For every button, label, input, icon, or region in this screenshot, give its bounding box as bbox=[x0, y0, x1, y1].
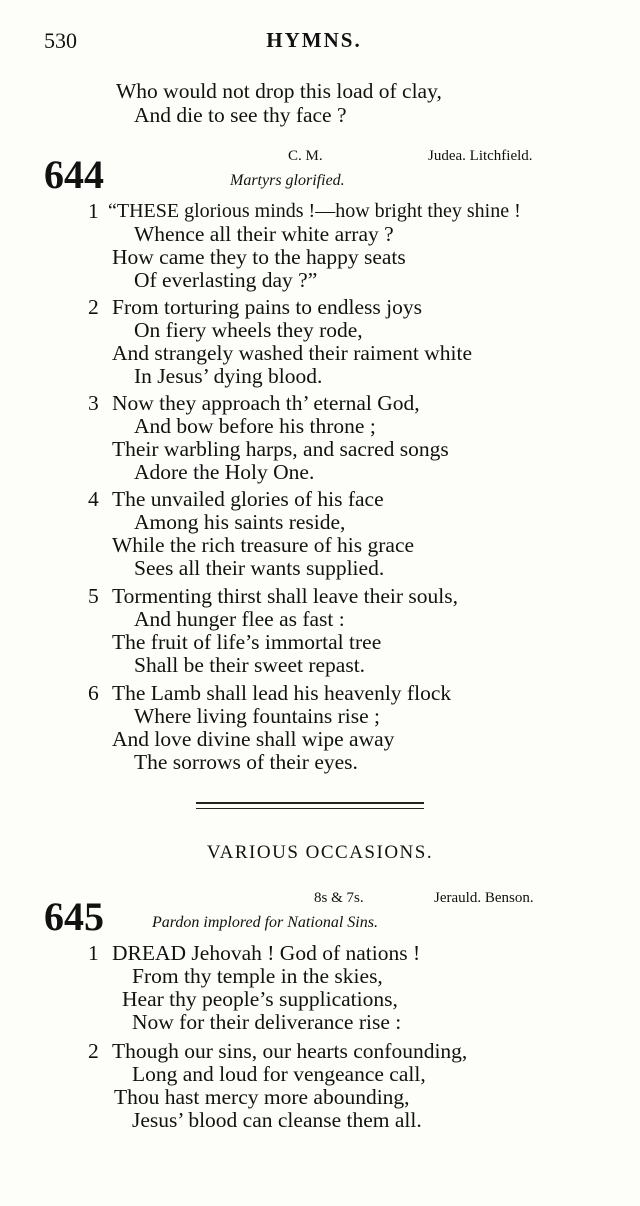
hymn-number: 645 bbox=[44, 894, 104, 939]
verse-line: Whence all their white array ? bbox=[134, 222, 394, 246]
verse-line: Adore the Holy One. bbox=[134, 460, 315, 484]
verse-line: Hear thy people’s supplications, bbox=[122, 987, 398, 1011]
hymn-number: 644 bbox=[44, 152, 104, 197]
verse-line: The sorrows of their eyes. bbox=[134, 750, 358, 774]
verse-line: While the rich treasure of his grace bbox=[112, 533, 415, 557]
verse-number: 6 bbox=[88, 681, 99, 705]
verse-line: Among his saints reside, bbox=[134, 510, 346, 534]
verse-number: 1 bbox=[88, 941, 99, 965]
verse-line: And hunger flee as fast : bbox=[134, 607, 345, 631]
verse-number: 2 bbox=[88, 1039, 99, 1063]
verse-line: Jesus’ blood can cleanse them all. bbox=[132, 1108, 422, 1132]
verse-line: Now they approach th’ eternal God, bbox=[112, 391, 420, 415]
verse-line: Tormenting thirst shall leave their souls, bbox=[112, 584, 459, 608]
verse-line: Long and loud for vengeance call, bbox=[132, 1062, 426, 1086]
verse-line: In Jesus’ dying blood. bbox=[134, 364, 323, 388]
verse-line: And love divine shall wipe away bbox=[112, 727, 395, 751]
section-title: VARIOUS OCCASIONS. bbox=[206, 842, 434, 863]
verse-line: From torturing pains to endless joys bbox=[112, 295, 422, 319]
verse-line: Shall be their sweet repast. bbox=[134, 653, 366, 677]
verse-line: The Lamb shall lead his heavenly flock bbox=[112, 681, 452, 705]
verse-line: On fiery wheels they rode, bbox=[134, 318, 363, 342]
verse-line: Now for their deliverance rise : bbox=[132, 1010, 402, 1034]
verse-line: The fruit of life’s immortal tree bbox=[112, 630, 382, 654]
verse-number: 2 bbox=[88, 295, 99, 319]
section-divider-top bbox=[196, 802, 424, 804]
page-number: 530 bbox=[44, 28, 77, 53]
hymn-tunes: Jerauld. Benson. bbox=[434, 890, 534, 906]
hymn-subject: Pardon implored for National Sins. bbox=[152, 914, 378, 931]
verse-line: Their warbling harps, and sacred songs bbox=[112, 437, 449, 461]
hymn-meter: C. M. bbox=[288, 148, 323, 164]
verse-line: Thou hast mercy more abounding, bbox=[114, 1085, 410, 1109]
verse-number: 1 bbox=[88, 199, 99, 223]
verse-line: Though our sins, our hearts confounding, bbox=[112, 1039, 468, 1063]
verse-line: Where living fountains rise ; bbox=[134, 704, 380, 728]
verse-number: 4 bbox=[88, 487, 99, 511]
verse-line: Sees all their wants supplied. bbox=[134, 556, 385, 580]
section-divider-bottom bbox=[196, 808, 424, 809]
verse-line: And bow before his throne ; bbox=[134, 414, 376, 438]
verse-line: The unvailed glories of his face bbox=[112, 487, 384, 511]
verse-line: From thy temple in the skies, bbox=[132, 964, 383, 988]
verse-number: 5 bbox=[88, 584, 99, 608]
hymn-tunes: Judea. Litchfield. bbox=[428, 148, 533, 164]
page-header bbox=[44, 28, 584, 58]
running-title: HYMNS. bbox=[266, 28, 362, 52]
verse-line: DREAD Jehovah ! God of nations ! bbox=[112, 941, 421, 965]
verse-line: “THESE glorious minds !—how bright they shine ! bbox=[108, 200, 521, 222]
carryover-line: And die to see thy face ? bbox=[134, 103, 347, 127]
verse-number: 3 bbox=[88, 391, 99, 415]
hymn-subject: Martyrs glorified. bbox=[230, 172, 345, 189]
verse-line: How came they to the happy seats bbox=[112, 245, 406, 269]
verse-line: And strangely washed their raiment white bbox=[112, 341, 473, 365]
carryover-line: Who would not drop this load of clay, bbox=[116, 79, 442, 103]
hymn-meter: 8s & 7s. bbox=[314, 890, 364, 906]
verse-line: Of everlasting day ?” bbox=[134, 268, 318, 292]
